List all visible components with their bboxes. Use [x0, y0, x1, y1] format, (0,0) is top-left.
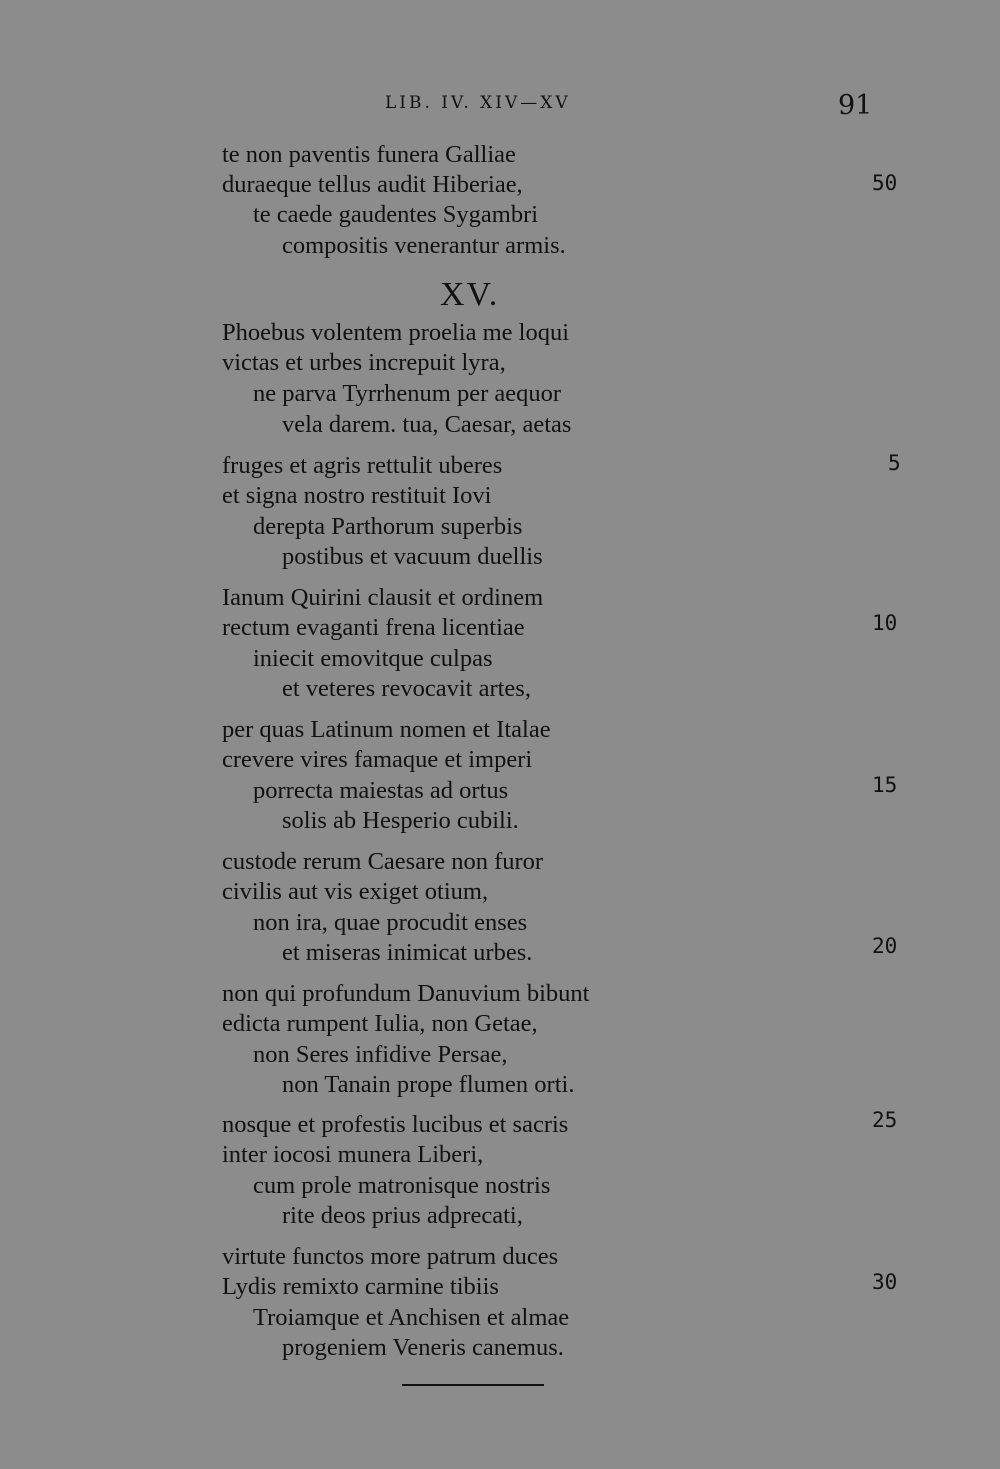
verse-line: non Tanain prope flumen orti. — [282, 1071, 575, 1098]
verse-line: duraeque tellus audit Hiberiae, — [222, 171, 523, 198]
page-number: 91 — [838, 90, 873, 121]
verse-line: edicta rumpent Iulia, non Getae, — [222, 1010, 538, 1037]
verse-line: te non paventis funera Galliae — [222, 141, 516, 168]
verse-line: custode rerum Caesare non furor — [222, 848, 544, 875]
line-number: 10 — [872, 611, 898, 635]
verse-line: Ianum Quirini clausit et ordinem — [222, 584, 544, 611]
verse-line: solis ab Hesperio cubili. — [282, 807, 519, 834]
verse-line: Troiamque et Anchisen et almae — [253, 1304, 570, 1331]
verse-line: non Seres infidive Persae, — [253, 1041, 508, 1068]
verse-line: et veteres revocavit artes, — [282, 675, 531, 702]
poem-title: XV. — [440, 276, 500, 313]
verse-line: postibus et vacuum duellis — [282, 543, 543, 570]
verse-line: et miseras inimicat urbes. — [282, 939, 533, 966]
verse-line: Lydis remixto carmine tibiis — [222, 1273, 499, 1300]
verse-line: nosque et profestis lucibus et sacris — [222, 1111, 569, 1138]
verse-line: civilis aut vis exiget otium, — [222, 878, 489, 905]
verse-line: compositis venerantur armis. — [282, 232, 566, 259]
verse-line: rite deos prius adprecati, — [282, 1202, 523, 1229]
line-number: 20 — [872, 934, 898, 958]
line-number: 15 — [872, 773, 898, 797]
verse-line: virtute functos more patrum duces — [222, 1243, 559, 1270]
verse-line: per quas Latinum nomen et Italae — [222, 716, 551, 743]
line-number: 50 — [872, 171, 898, 195]
verse-line: non ira, quae procudit enses — [253, 909, 528, 936]
verse-line: crevere vires famaque et imperi — [222, 746, 533, 773]
verse-line: Phoebus volentem proelia me loqui — [222, 319, 570, 346]
verse-line: derepta Parthorum superbis — [253, 513, 523, 540]
verse-line: cum prole matronisque nostris — [253, 1172, 551, 1199]
verse-line: ne parva Tyrrhenum per aequor — [253, 380, 562, 407]
line-number: 5 — [888, 451, 901, 475]
verse-line: fruges et agris rettulit uberes — [222, 452, 503, 479]
verse-line: non qui profundum Danuvium bibunt — [222, 980, 590, 1007]
verse-line: inter iocosi munera Liberi, — [222, 1141, 484, 1168]
line-number: 25 — [872, 1108, 898, 1132]
verse-line: porrecta maiestas ad ortus — [253, 777, 509, 804]
end-rule — [402, 1384, 544, 1386]
running-header: LIB. IV. XIV—XV — [385, 93, 571, 113]
verse-line: victas et urbes increpuit lyra, — [222, 349, 506, 376]
verse-line: vela darem. tua, Caesar, aetas — [282, 411, 572, 438]
verse-line: rectum evaganti frena licentiae — [222, 614, 525, 641]
verse-line: et signa nostro restituit Iovi — [222, 482, 492, 509]
verse-line: iniecit emovitque culpas — [253, 645, 493, 672]
verse-line: te caede gaudentes Sygambri — [253, 201, 539, 228]
line-number: 30 — [872, 1270, 898, 1294]
verse-line: progeniem Veneris canemus. — [282, 1334, 564, 1361]
